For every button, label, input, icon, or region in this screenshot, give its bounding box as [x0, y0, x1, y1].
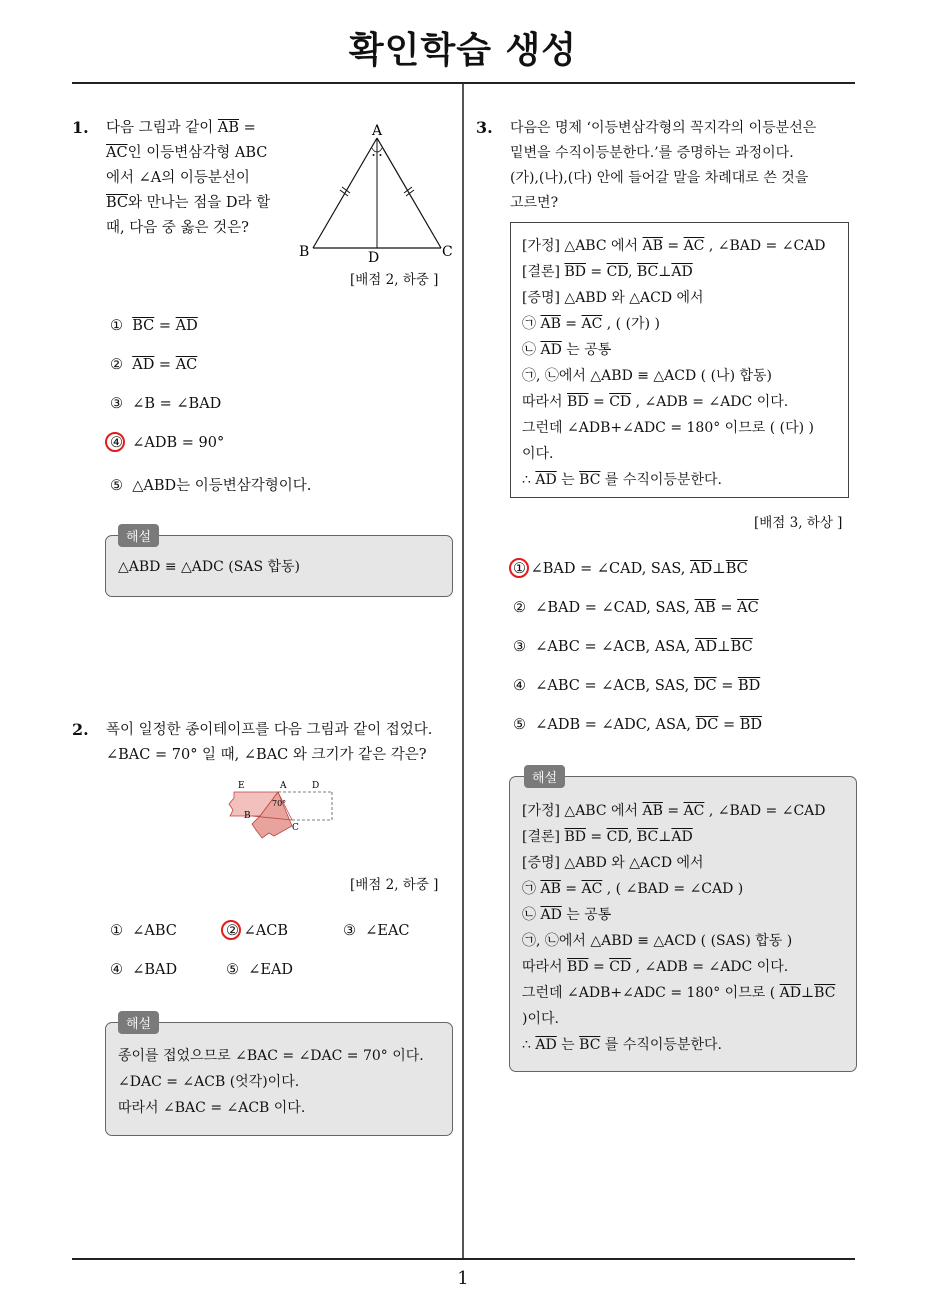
q2-solution-tag: 해설 — [118, 1011, 159, 1034]
q1-label-a: A — [372, 123, 383, 139]
q3-choice-5[interactable]: ⑤ ∠ADB = ∠ADC, ASA, $\overline{DC} = \overline{BD}$ — [513, 717, 763, 733]
q1-choice-4[interactable]: ④ ∠ADB = 90° — [110, 435, 225, 451]
q2-tape-figure — [222, 778, 342, 842]
q2-answer-circle — [221, 920, 241, 940]
q2-label-c: C — [292, 823, 299, 833]
page-title: 확인학습 생성 — [348, 30, 578, 71]
q3-solution-tag: 해설 — [524, 765, 565, 788]
q1-label-d: D — [368, 250, 380, 262]
q1-line-4: $\overline{BC}$와 만나는 점을 D라 할 — [106, 195, 271, 211]
q1-line-3: 에서 ∠A의 이등분선이 — [106, 170, 250, 186]
q1-triangle-figure — [296, 122, 466, 262]
q2-solution-line-3: 따라서 ∠BAC = ∠ACB 이다. — [118, 1100, 306, 1116]
q1-choice-1[interactable]: ① $\overline{BC} = \overline{AD}$ — [110, 318, 198, 334]
question-2-number: 2. — [72, 720, 89, 739]
q2-choice-2[interactable]: ② ∠ACB — [226, 923, 288, 939]
q2-label-angle: 70° — [272, 799, 287, 808]
q3-solution-conclusion: [결론] $\overline{BD} = \overline{CD}$, $\overline{BC}\perp\overline{AD}$ — [522, 829, 693, 845]
q3-proof-line-1: ㉠ $\overline{AB} = \overline{AC}$ , ( (가) ) — [522, 316, 660, 332]
q1-line-1: 다음 그림과 같이 $\overline{AB}$ = — [106, 120, 256, 136]
q3-solution-hypothesis: [가정] △ABC 에서 $\overline{AB} = \overline{AC}$ , ∠BAD = ∠CAD — [522, 803, 826, 819]
q2-line-2: ∠BAC = 70° 일 때, ∠BAC 와 크기가 같은 각은? — [106, 747, 427, 763]
q2-choice-4[interactable]: ④ ∠BAD — [110, 962, 178, 978]
question-1-text — [106, 116, 282, 241]
q1-score: [배점 2, 하중 ] — [350, 272, 439, 288]
q2-label-b: B — [244, 811, 251, 821]
q3-proof-line-5: 그런데 ∠ADB+∠ADC = 180° 이므로 ( (다) ) — [522, 420, 814, 436]
q1-label-c: C — [442, 244, 453, 260]
q3-proof-line-7: ∴ $\overline{AD}$ 는 $\overline{BC}$ 를 수직이등분한다. — [522, 472, 722, 488]
q3-answer-circle — [509, 558, 529, 578]
q3-proof-line-3: ㉠, ㉡에서 △ABD ≡ △ACD ( (나) 합동) — [522, 368, 773, 384]
page-number: 1 — [457, 1268, 469, 1289]
q2-line-1: 폭이 일정한 종이테이프를 다음 그림과 같이 접었다. — [106, 722, 433, 738]
q2-label-a: A — [280, 781, 287, 791]
q3-solution-line-1: ㉠ $\overline{AB} = \overline{AC}$ , ( ∠BAD = ∠CAD ) — [522, 881, 744, 897]
q3-proof-proof-line: [증명] △ABD 와 △ACD 에서 — [522, 290, 704, 306]
q3-solution-line-3: ㉠, ㉡에서 △ABD ≡ △ACD ( (SAS) 합동 ) — [522, 933, 793, 949]
q3-solution-line-2: ㉡ $\overline{AD}$ 는 공통 — [522, 907, 612, 923]
q2-solution-line-1: 종이를 접었으므로 ∠BAC = ∠DAC = 70° 이다. — [118, 1048, 424, 1064]
q3-proof-line-6: 이다. — [522, 446, 554, 462]
question-3-number: 3. — [476, 118, 493, 137]
q2-label-d: D — [312, 781, 320, 791]
q3-solution-line-6: )이다. — [522, 1011, 559, 1027]
q3-proof-conclusion: [결론] $\overline{BD} = \overline{CD}$, $\overline{BC}\perp\overline{AD}$ — [522, 264, 693, 280]
q3-solution-proof-line: [증명] △ABD 와 △ACD 에서 — [522, 855, 704, 871]
q3-proof-hypothesis: [가정] △ABC 에서 $\overline{AB} = \overline{AC}$ , ∠BAD = ∠CAD — [522, 238, 826, 254]
q3-solution-line-4: 따라서 $\overline{BD} = \overline{CD}$ , ∠ADB = ∠ADC 이다. — [522, 959, 789, 975]
q3-line-3: (가),(나),(다) 안에 들어갈 말을 차례대로 쓴 것을 — [510, 170, 809, 186]
q2-choice-1[interactable]: ① ∠ABC — [110, 923, 177, 939]
q3-solution-line-5: 그런데 ∠ADB+∠ADC = 180° 이므로 ( $\overline{AD}\perp\overline{BC}$ — [522, 985, 836, 1001]
question-3-text — [510, 116, 855, 216]
question-1-number: 1. — [72, 118, 89, 137]
q2-label-e: E — [238, 781, 245, 791]
q1-line-5: 때, 다음 중 옳은 것은? — [106, 220, 249, 236]
q3-line-2: 밑변을 수직이등분한다.’를 증명하는 과정이다. — [510, 145, 794, 161]
q1-answer-circle — [105, 432, 125, 452]
q2-solution-line-2: ∠DAC = ∠ACB (엇각)이다. — [118, 1074, 300, 1090]
q3-solution-box — [509, 776, 857, 1072]
q3-solution-line-7: ∴ $\overline{AD}$ 는 $\overline{BC}$ 를 수직이등분한다. — [522, 1037, 722, 1053]
q2-choice-5[interactable]: ⑤ ∠EAD — [226, 962, 294, 978]
q3-choice-4[interactable]: ④ ∠ABC = ∠ACB, SAS, $\overline{DC} = \overline{BD}$ — [513, 678, 761, 694]
q3-choice-2[interactable]: ② ∠BAD = ∠CAD, SAS, $\overline{AB} = \overline{AC}$ — [513, 600, 759, 616]
q1-solution-tag: 해설 — [118, 524, 159, 547]
q2-score: [배점 2, 하중 ] — [350, 877, 439, 893]
q1-choice-2[interactable]: ② $\overline{AD} = \overline{AC}$ — [110, 357, 198, 373]
q1-solution-line-1: △ABD ≡ △ADC (SAS 합동) — [118, 559, 300, 575]
q3-proof-line-2: ㉡ $\overline{AD}$ 는 공통 — [522, 342, 612, 358]
q3-line-1: 다음은 명제 ‘이등변삼각형의 꼭지각의 이등분선은 — [510, 120, 817, 136]
bottom-rule — [72, 1258, 855, 1260]
q1-choice-3[interactable]: ③ ∠B = ∠BAD — [110, 396, 222, 412]
q3-choice-3[interactable]: ③ ∠ABC = ∠ACB, ASA, $\overline{AD}\perp\overline{BC}$ — [513, 639, 753, 655]
question-2-text — [106, 718, 456, 768]
q1-line-2: $\overline{AC}$인 이등변삼각형 ABC — [106, 145, 268, 161]
q3-score: [배점 3, 하상 ] — [754, 515, 843, 531]
q1-label-b: B — [299, 244, 310, 260]
q3-line-4: 고르면? — [510, 195, 559, 211]
q3-proof-line-4: 따라서 $\overline{BD} = \overline{CD}$ , ∠ADB = ∠ADC 이다. — [522, 394, 789, 410]
q3-choice-1[interactable]: ① ∠BAD = ∠CAD, SAS, $\overline{AD}\perp\overline{BC}$ — [513, 561, 748, 577]
q1-choice-5[interactable]: ⑤ △ABD는 이등변삼각형이다. — [110, 478, 312, 494]
q2-choice-3[interactable]: ③ ∠EAC — [343, 923, 410, 939]
